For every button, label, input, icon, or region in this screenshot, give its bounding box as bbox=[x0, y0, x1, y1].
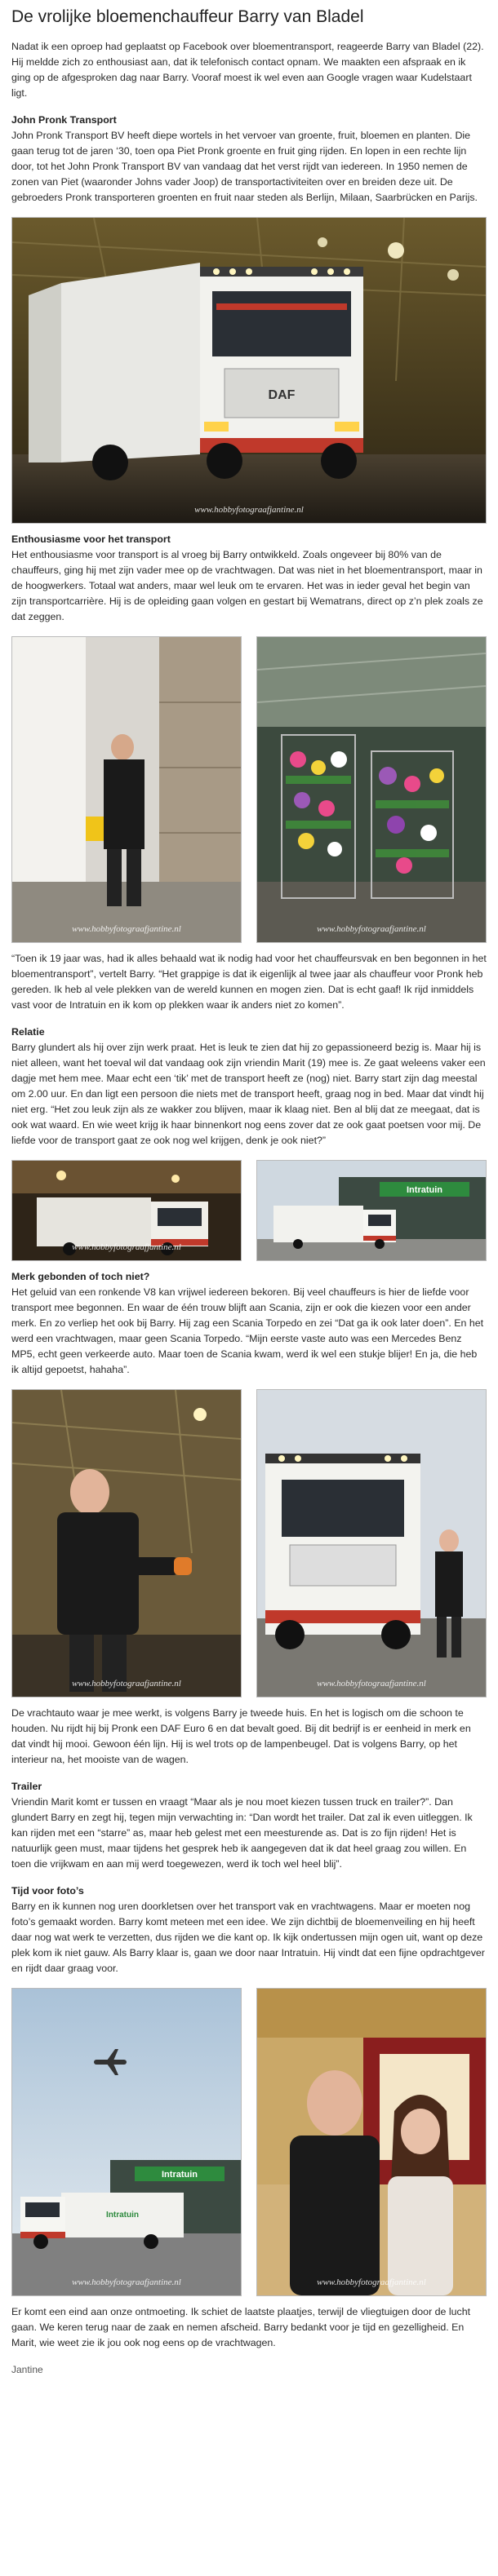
photo-row-trucks bbox=[11, 1160, 487, 1261]
section-text-quote-19: “Toen ik 19 jaar was, had ik alles behaald wat ik nodig had voor het chauffeursvak en ben begonnen in het bloementransport”, vertelt Barry. “Het grappige is dat ik eigenlijk al twee jaar als chauffeur voor Pronk heb gereden. Ik heb al vele plekken van de wereld kunnen en mogen zien. Dat is echt gaaf! Ik rijd inmiddels vast voor de Intratuin en ik kom op plekken waar ik anders niet zo komen”. bbox=[11, 953, 487, 1011]
photo-barry-and-marit bbox=[256, 1988, 487, 2296]
flower-carts-illustration bbox=[257, 637, 486, 942]
author-signature: Jantine bbox=[11, 2364, 43, 2375]
photo-barry-with-truck bbox=[256, 1389, 487, 1697]
photo-watermark: www.hobbyfotograafjantine.nl bbox=[72, 1679, 181, 1689]
barry-portrait-illustration bbox=[12, 1390, 241, 1697]
loading-illustration bbox=[12, 637, 241, 942]
section-text-relatie: Barry glundert als hij over zijn werk praat. Het is leuk te zien dat hij zo gepassioneerd bezig is. Maar hij is niet alleen, want het toeval wil dat vandaag ook zijn vriendin Marit (19) mee is. Ze gaat weleens vaker een dagje met hem mee. Maar echt een ‘tik’ met de transport heeft ze (nog) niet. Barry start zijn dag meestal om 2.00 uur. En dan ligt een persoon die niets met de transport heeft, graag nog in bed. Maar dat vindt hij niet erg. “Het zou leuk zijn als ze wakker zou blijven, maar ik klaag niet. Ben al blij dat ze meegaat, dat is ook wat waard. En wie weet krijg ik haar binnenkort nog eens zover dat ze ook gaat poetsen voor mij. De liefde voor de transport gaat ze ook nog wel krijgen, denk je ook niet?” bbox=[11, 1042, 486, 1146]
photo-barry-portrait bbox=[11, 1389, 242, 1697]
photo-row-barry bbox=[11, 1389, 487, 1697]
section-heading-trailer: Trailer bbox=[11, 1781, 42, 1792]
photo-watermark: www.hobbyfotograafjantine.nl bbox=[194, 505, 304, 515]
photo-watermark: www.hobbyfotograafjantine.nl bbox=[72, 924, 181, 934]
couple-illustration bbox=[257, 1989, 486, 2295]
photo-watermark: www.hobbyfotograafjantine.nl bbox=[317, 924, 426, 934]
photo-watermark: www.hobbyfotograafjantine.nl bbox=[317, 1679, 426, 1689]
truck-airplane-illustration bbox=[12, 1989, 241, 2295]
photo-watermark: www.hobbyfotograafjantine.nl bbox=[317, 2277, 426, 2287]
photo-man-loading-trailer bbox=[11, 636, 242, 943]
building-sign-text: Intratuin bbox=[407, 1185, 442, 1195]
section-text-merk: Het geluid van een ronkende V8 kan vrijwel iedereen bekoren. Bij veel chauffeurs is hier de liefde voor transport mee begonnen. En waar de één trouw blijft aan Scania, zijn er ook die kiezen voor een ander merk. En zo verliep het ook bij Barry. Hij zag een Scania Torpedo en zei “Dat ga ik ook later doen”. En het werd een vrachtwagen, maar geen Scania Torpedo. “Mijn eerste vaste auto was een Mercedes Benz MP5, echt geen verkeerde auto. Maar toen de Scania kwam, werd ik wel een stukje blijer! En ja, die heb ik altijd gepoetst, hahaha”. bbox=[11, 1286, 484, 1375]
final-building-sign: Intratuin bbox=[162, 2170, 198, 2180]
truck-grille-label: DAF bbox=[268, 388, 296, 402]
section-text-fotos: Barry en ik kunnen nog uren doorkletsen over het transport vak en vrachtwagens. Maar er moeten nog foto’s gemaakt worden. Barry komt meteen met een idee. We zijn dichtbij de bloemenveiling en hij heeft daar nog wat werk te verzetten, dus rijden we die kant op. Ik kijk ondertussen mijn ogen uit, want op deze plek kom ik niet gauw. Als Barry klaar is, gaan we door naar Intratuin. Hij vindt dat een fijne opdrachtgever en rijdt daar graag voor. bbox=[11, 1901, 485, 1974]
photo-truck-hall bbox=[11, 1160, 242, 1261]
photo-flower-carts bbox=[256, 636, 487, 943]
trailer-brand-text: Intratuin bbox=[106, 2211, 139, 2220]
photo-row-final bbox=[11, 1988, 487, 2296]
photo-row-loading bbox=[11, 636, 487, 943]
photo-watermark: www.hobbyfotograafjantine.nl bbox=[72, 1242, 181, 1252]
section-heading-relatie: Relatie bbox=[11, 1026, 45, 1038]
article bbox=[0, 7, 498, 2394]
barry-truck-illustration bbox=[257, 1390, 486, 1697]
section-text-john-pronk: John Pronk Transport BV heeft diepe wortels in het vervoer van groente, fruit, bloemen en planten. Die gaan terug tot de jaren ‘30, toen opa Piet Pronk groente en fruit ging rijden. En lopen in een rechte lijn door, tot het John Pronk Transport BV van vandaag dat het verst rijdt van iedereen. In 1950 nemen de zonen van Piet (waaronder Johns vader Joop) de transportactiviteiten over en breiden deze uit. De gebroeders Pronk transporteren groenten en fruit naar steden als Berlijn, Milaan, Saarbrücken en Parijs. bbox=[11, 130, 478, 203]
section-heading-merk: Merk gebonden of toch niet? bbox=[11, 1271, 150, 1282]
section-text-afscheid: Er komt een eind aan onze ontmoeting. Ik schiet de laatste plaatjes, terwijl de vliegtuigen door de lucht gaan. We keren terug naar de zaak en nemen afscheid. Barry bedankt voor je tijd en gezelligheid. En Marit, wie weet zie ik jou ook nog eens op de vrachtwagen. bbox=[11, 2306, 471, 2348]
article-title: De vrolijke bloemenchauffeur Barry van Bladel bbox=[11, 7, 364, 26]
section-heading-fotos: Tijd voor foto’s bbox=[11, 1885, 84, 1897]
truck-illustration bbox=[12, 218, 486, 523]
intratuin-building-illustration bbox=[257, 1161, 486, 1260]
section-text-tweede-huis: De vrachtauto waar je mee werkt, is volgens Barry je tweede huis. En het is logisch om die schoon te houden. Nu rijdt hij bij Pronk een DAF Euro 6 en dat bevalt goed. Bij dit bedrijf is er eenheid in merk en dat vindt hij mooi. Gewoon één lijn. Hij is wel trots op de lampenbeugel. Dat is volgens Barry, op het interieur na, het mooiste van de wagen. bbox=[11, 1707, 471, 1765]
photo-watermark: www.hobbyfotograafjantine.nl bbox=[72, 2277, 181, 2287]
section-heading-enthousiasme: Enthousiasme voor het transport bbox=[11, 533, 171, 545]
section-text-trailer: Vriendin Marit komt er tussen en vraagt “Maar als je nou moet kiezen tussen truck en trailer?”. Dan glundert Barry en zegt hij, tegen mijn verwachting in: “Dan wordt het trailer. Dat zal ik even uitleggen. Ik kan rijden met een “starre” as, maar heb gelest met een meesturende as. Dat is zo fijn rijden! Het is natuurlijk geen must, maar tijdens het gesprek heb ik aangegeven dat ik dat heel graag zou willen. En toen die vrijkwam en aan mij werd toegewezen, werd ik toch wel heel blij”. bbox=[11, 1796, 473, 1870]
section-text-enthousiasme: Het enthousiasme voor transport is al vroeg bij Barry ontwikkeld. Zoals ongeveer bij 80% van de chauffeurs, ging hij met zijn vader mee op de vrachtwagen. Dat was niet in het bloementransport, maar in de hoogwerkers. Totaal wat anders, maar wel leuk om te ervaren. Het was in ieder geval het begin van zijn transportcarrière. Hij is de opleiding gaan volgen en gestart bij Wematrans, direct op z’n plek zoals ze dat zeggen. bbox=[11, 549, 483, 622]
photo-truck-intratuin-building bbox=[256, 1160, 487, 1261]
intro-paragraph: Nadat ik een oproep had geplaatst op Facebook over bloementransport, reageerde Barry van Bladel (22). Hij meldde zich zo enthousiast aan, dat ik telefonisch contact opnam. We maakten een afspraak en ik ging op de afgesproken dag naar Barry. Vooraf moest ik wel even aan Google vragen waar Kudelstaart ligt. bbox=[11, 41, 484, 99]
photo-daf-truck-warehouse bbox=[11, 217, 487, 524]
photo-truck-airplane bbox=[11, 1988, 242, 2296]
section-heading-john-pronk: John Pronk Transport bbox=[11, 114, 117, 126]
